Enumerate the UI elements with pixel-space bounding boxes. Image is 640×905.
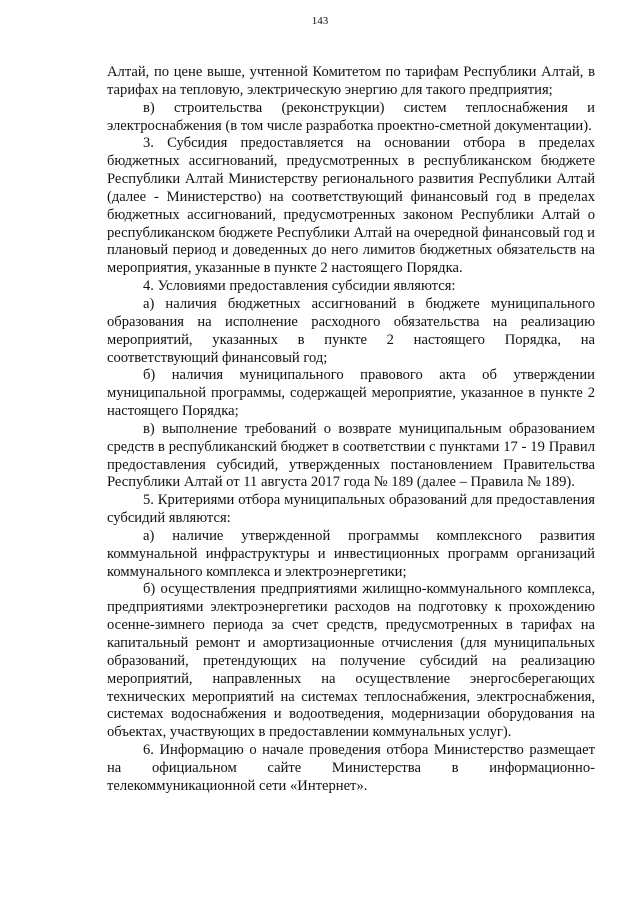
- paragraph-item-v-construction: в) строительства (реконструкции) систем теплоснабжения и электроснабжения (в том числе разработка проектно-сметной документации).: [107, 99, 595, 134]
- paragraph-6-information-publication: 6. Информацию о начале проведения отбора Министерство размещает на официальном сайте Министерства в информационно-телекоммуникационной сети «Интернет».: [107, 742, 595, 794]
- paragraph-5-selection-criteria: 5. Критериями отбора муниципальных образований для предоставления субсидий являются:: [107, 492, 595, 527]
- paragraph-4b-municipal-act: б) наличия муниципального правового акта об утверждении муниципальной программы, содержащей мероприятие, указанное в пункте 2 настоящего Порядка;: [107, 367, 595, 420]
- paragraph-continuation: Алтай, по цене выше, учтенной Комитетом по тарифам Республики Алтай, в тарифах на тепловую, электрическую энергию для такого предприятия;: [107, 64, 595, 98]
- paragraph-4a-budget-allocations: а) наличия бюджетных ассигнований в бюджете муниципального образования на исполнение расходного обязательства на реализацию мероприятий, указанных в пункте 2 настоящего Порядка, на соответствующий финансовый год;: [107, 295, 595, 366]
- page-number: 143: [311, 15, 329, 27]
- paragraph-5b-preparation-expenses: б) осуществления предприятиями жилищно-коммунального комплекса, предприятиями электроэнергетики расходов на подготовку к прохождению осенне-зимнего периода за счет средств, предусмотренных в тарифах на капитальный ремонт и амортизационные отчисления (для муниципальных образований, претендующих на получение субсидий на реализацию мероприятий, направленных на осуществление энергосберегающих технических мероприятий на системах теплоснабжения, электроснабжения, системах водоснабжения и водоотведения, модернизации оборудования на объектах, участвующих в предоставлении коммунальных услуг).: [107, 581, 595, 741]
- paragraph-3-subsidy-basis: 3. Субсидия предоставляется на основании отбора в пределах бюджетных ассигнований, предусмотренных в республиканском бюджете Республики Алтай Министерству регионального развития Республики Алтай (далее - Министерство) на соответствующий финансовый год в пределах бюджетных ассигнований, предусмотренных законом Республики Алтай о республиканском бюджете Республики Алтай на очередной финансовый год и плановый период и доведенных до него лимитов бюджетных обязательств на мероприятия, указанные в пункте 2 настоящего Порядка.: [107, 135, 595, 277]
- paragraph-4-conditions-heading: 4. Условиями предоставления субсидии являются:: [143, 278, 456, 295]
- paragraph-5a-development-program: а) наличие утвержденной программы комплексного развития коммунальной инфраструктуры и инвестиционных программ организаций коммунального комплекса и электроэнергетики;: [107, 527, 595, 580]
- paragraph-4v-refund-requirements: в) выполнение требований о возврате муниципальным образованием средств в республиканский бюджет в соответствии с пунктами 17 - 19 Правил предоставления субсидий, утвержденных постановлением Правительства Республики Алтай от 11 августа 2017 года № 189 (далее – Правила № 189).: [107, 420, 595, 491]
- document-body: [107, 64, 595, 796]
